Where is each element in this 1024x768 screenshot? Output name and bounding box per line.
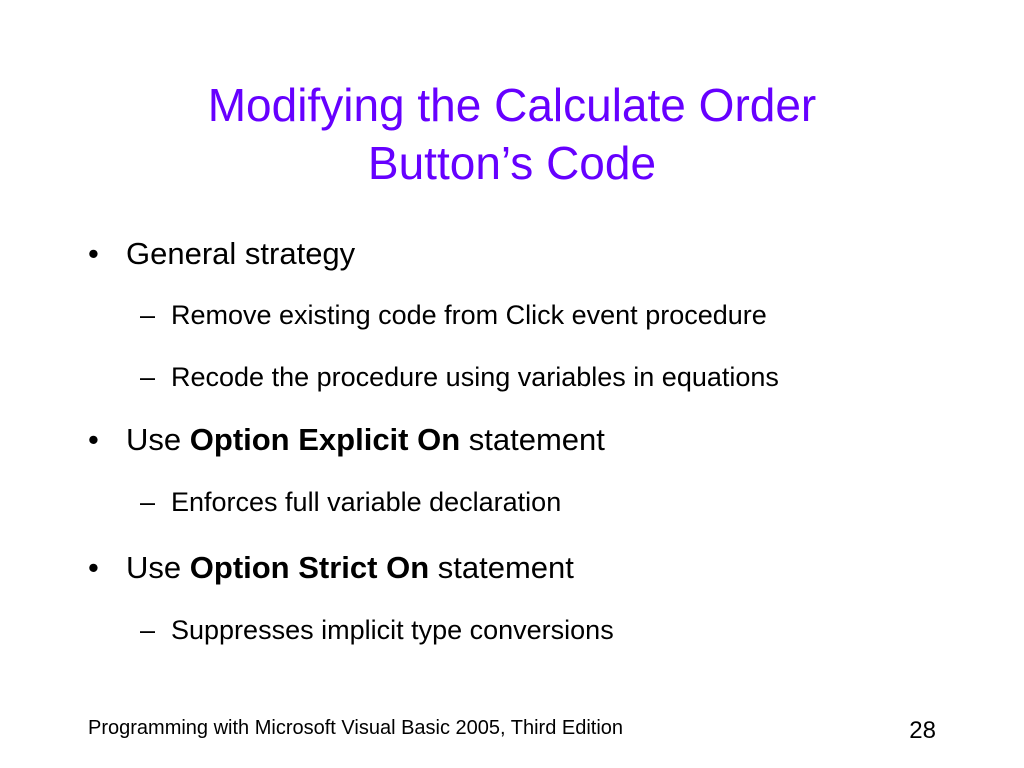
sub-bullet-mark: – [140,362,156,392]
footer-book-title: Programming with Microsoft Visual Basic 2005, Third Edition [88,717,624,739]
sub-bullet-mark: – [140,487,156,517]
sub-bullet-recode [140,361,779,393]
sub-bullet-text: Recode the procedure using variables in equations [171,362,779,392]
bullet-general-strategy [88,236,355,272]
sub-bullet-text: Enforces full variable declaration [171,487,562,517]
bullet-option-strict [88,550,574,586]
title-line-1: Modifying the Calculate Order [207,79,817,131]
bullet-text: General strategy [126,236,356,271]
sub-bullet-mark: – [140,300,156,330]
page-number: 28 [909,717,936,744]
slide-title [0,76,1024,192]
sub-bullet-text: Suppresses implicit type conversions [171,615,614,645]
bullet-option-explicit [88,422,605,458]
bullet-keyword: Option Strict On [189,550,430,585]
bullet-prefix: Use [126,550,182,585]
bullet-prefix: Use [126,422,182,457]
sub-bullet-text: Remove existing code from Click event procedure [171,300,767,330]
sub-bullet-suppresses [140,614,614,646]
bullet-mark: • [88,422,99,457]
sub-bullet-mark: – [140,615,156,645]
bullet-mark: • [88,550,99,585]
sub-bullet-enforces [140,486,561,518]
bullet-suffix: statement [437,550,574,585]
bullet-mark: • [88,236,99,271]
sub-bullet-remove-code [140,299,767,331]
title-line-2: Button’s Code [367,137,657,189]
bullet-keyword: Option Explicit On [189,422,461,457]
bullet-suffix: statement [468,422,605,457]
